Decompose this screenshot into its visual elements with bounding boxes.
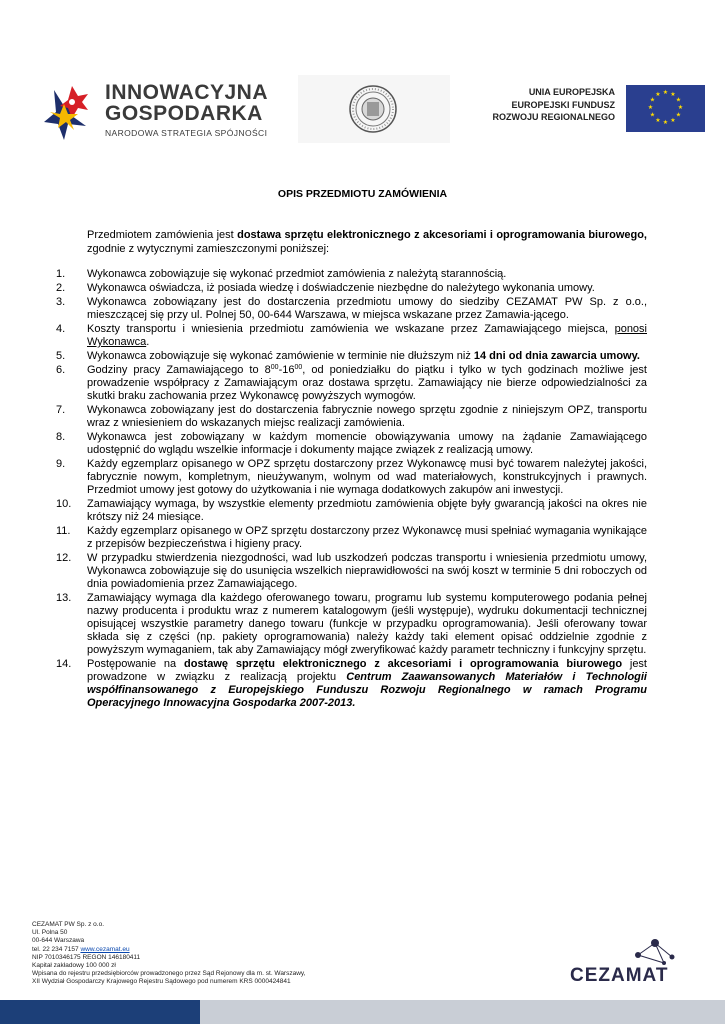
eu-line2: EUROPEJSKI FUNDUSZ bbox=[511, 99, 615, 110]
item-number: 12. bbox=[56, 552, 72, 564]
item-number: 14. bbox=[56, 658, 72, 670]
list-item bbox=[56, 592, 647, 657]
cezamat-logo bbox=[560, 935, 690, 993]
item-text-c: . bbox=[146, 336, 150, 348]
item-text-bold-italic: Centrum Zaawansowanych Materiałów i Technologii współfinansowanego z Europejskiego Funduszu Rozwoju Regionalnego w ramach Programu Operacyjnego Innowacyjna Gospodarka 2007-2013. bbox=[87, 671, 647, 709]
ig-line2: GOSPODARKA bbox=[105, 102, 263, 125]
list-item bbox=[56, 350, 647, 363]
item-number: 3. bbox=[56, 296, 66, 308]
svg-text:★: ★ bbox=[670, 117, 676, 124]
list-item bbox=[56, 364, 647, 403]
item-number: 5. bbox=[56, 350, 66, 362]
item-text: Każdy egzemplarz opisanego w OPZ sprzętu dostarczony przez Wykonawcę musi być towarem należytej jakości, fabrycznie nowym, kompletnym, nieużywanym, wolnym od wad materiałowych, konstrukcyjnych i prawnych. Przedmiot umowy jest gotowy do użytkowania i nie wymaga dodatkowych zakupów ani inwestycji. bbox=[87, 458, 647, 496]
item-number: 1. bbox=[56, 268, 66, 280]
svg-text:★: ★ bbox=[649, 111, 656, 119]
item-text: Wykonawca zobowiązany jest do dostarczenia fabrycznie nowego sprzętu zgodnie z niniejszym OPZ, transportu wraz z wniesieniem do wskazanych miejsc realizacji zamówienia. bbox=[87, 404, 647, 429]
item-text-bold: dostawę sprzętu elektronicznego z akcesoriami i oprogramowania biurowego bbox=[184, 658, 623, 670]
item-text: Każdy egzemplarz opisanego w OPZ sprzętu dostarczony przez Wykonawcę musi spełniać wymagania wynikające z przepisów bezpieczeństwa i higieny pracy. bbox=[87, 525, 647, 550]
item-text: Wykonawca jest zobowiązany w każdym momencie obowiązywania umowy na żądanie Zamawiającego udostępnić do wglądu wszelkie informacje i dokumenty mające związek z realizacją umowy. bbox=[87, 431, 647, 456]
list-item bbox=[56, 268, 647, 281]
svg-text:★: ★ bbox=[670, 91, 676, 98]
cezamat-wordmark: CEZAMAT bbox=[570, 965, 669, 986]
item-text-m: -16 bbox=[278, 364, 295, 376]
eu-flag bbox=[626, 85, 705, 132]
footer-line: CEZAMAT PW Sp. z o.o. bbox=[32, 921, 104, 928]
svg-text:★: ★ bbox=[675, 111, 682, 119]
svg-text:★: ★ bbox=[649, 96, 656, 104]
list-item bbox=[56, 552, 647, 591]
footer-line: 00-644 Warszawa bbox=[32, 937, 85, 945]
innowacyjna-gospodarka-logo bbox=[42, 82, 272, 144]
footer-line: Kapitał zakładowy 100 000 zł bbox=[32, 962, 116, 970]
item-text-a: Koszty transportu i wniesienia przedmiotu zamówienia we wskazane przez Zamawiającego miejsca, bbox=[87, 323, 615, 335]
item-text-a: Wykonawca zobowiązuje się wykonać zamówienie w terminie nie dłuższym niż bbox=[87, 350, 474, 362]
intro-a: Przedmiotem zamówienia jest bbox=[87, 229, 238, 241]
list-item bbox=[56, 498, 647, 524]
footer-line bbox=[32, 946, 362, 954]
item-number: 11. bbox=[56, 525, 71, 537]
document-title: OPIS PRZEDMIOTU ZAMÓWIENIA bbox=[277, 188, 448, 200]
item-number: 9. bbox=[56, 458, 66, 470]
footer-line: XII Wydział Gospodarczy Krajowego Rejestru Sądowego pod numerem KRS 0000424841 bbox=[32, 978, 291, 986]
svg-text:★: ★ bbox=[675, 96, 682, 104]
item-number: 10. bbox=[56, 498, 72, 510]
item-text-underlined: ponosi Wykonawca bbox=[87, 323, 647, 348]
intro-b: dostawa sprzętu elektronicznego z akcesoriami i oprogramowania biurowego, bbox=[237, 229, 647, 241]
svg-text:★: ★ bbox=[662, 119, 669, 126]
item-number: 8. bbox=[56, 431, 66, 443]
website-link[interactable]: www.cezamat.eu bbox=[80, 945, 130, 953]
item-text-c: , od poniedziałku do piątku i tylko w tych godzinach możliwe jest prowadzenie współpracy z Zamawiającym oraz dostawa sprzętu. Zamawiający nie bierze odpowiedzialności za skutki braku zachowania przez Wykonawcę powyższych wymogów. bbox=[87, 364, 647, 402]
footer-company-info bbox=[32, 921, 362, 987]
item-text: Zamawiający wymaga, by wszystkie elementy przedmiotu zamówienia objęte były gwarancją jakości na okres nie krótszy niż 24 miesiące. bbox=[87, 498, 647, 523]
svg-text:★: ★ bbox=[655, 117, 661, 124]
list-item bbox=[56, 458, 647, 497]
item-text: Wykonawca oświadcza, iż posiada wiedzę i doświadczenie niezbędne do należytego wykonania umowy. bbox=[87, 282, 595, 294]
footer-line: NIP 7010346175 REGON 146180411 bbox=[32, 953, 141, 961]
item-text: Wykonawca zobowiązany jest do dostarczenia przedmiotu umowy do siedziby CEZAMAT PW Sp. z o.o., mieszczącej się przy ul. Polnej 50, 00-644 Warszawa, w miejsca wskazane przez Zamawia-jącego. bbox=[87, 296, 647, 321]
item-text: Zamawiający wymaga dla każdego oferowanego towaru, programu lub systemu komputerowego podania pełnej nazwy producenta i produktu wraz z numerem katalogowym (jeśli występuje), wydruku dokumentacji technicznej opisującej wszystkie parametry danego towaru (funkcje w przypadku oprogramowania). Jeśli oferowany towar składa się z części (np. pakiety oprogramowania) należy każdy taki element opisać oddzielnie zgodnie z powyższym wymaganiem, tak aby Zamawiający mógł zweryfikować każdy parametr techniczny i funkcyjny sprzętu. bbox=[87, 592, 647, 656]
ig-line1: INNOWACYJNA bbox=[105, 81, 269, 104]
hour-superscript: 00 bbox=[270, 364, 279, 371]
item-text-a: Godziny pracy Zamawiającego to 8 bbox=[87, 364, 271, 376]
eu-line1: UNIA EUROPEJSKA bbox=[528, 87, 615, 97]
eu-line3: ROZWOJU REGIONALNEGO bbox=[492, 112, 615, 122]
item-number: 4. bbox=[56, 323, 66, 335]
seal-logo-box bbox=[298, 75, 450, 143]
footer-line: Ul. Polna 50 bbox=[32, 929, 68, 937]
item-text: W przypadku stwierdzenia niezgodności, wad lub uszkodzeń podczas transportu i wniesienia przedmiotu umowy, Wykonawca zobowiązuje się do usunięcia wszelkich nieprawidłowości na swój koszt w terminie 5 dni roboczych od dnia powiadomienia przez Zamawiającego. bbox=[87, 552, 647, 590]
list-item bbox=[56, 658, 647, 710]
eu-text bbox=[470, 86, 615, 124]
footer-phone: tel. 22 234 7157 bbox=[32, 945, 81, 953]
ig-star-icon bbox=[42, 82, 102, 144]
ig-line3: NARODOWA STRATEGIA SPÓJNOŚCI bbox=[105, 128, 268, 138]
svg-text:★: ★ bbox=[655, 91, 661, 98]
eu-stars-icon bbox=[626, 85, 705, 132]
item-text-c: jest prowadzone w związku z realizacją projektu bbox=[87, 658, 647, 683]
item-number: 13. bbox=[56, 592, 72, 604]
intro-c: zgodnie z wytycznymi zamieszczonymi poniższej: bbox=[87, 243, 330, 255]
svg-text:★: ★ bbox=[662, 89, 669, 96]
svg-text:★: ★ bbox=[677, 104, 684, 111]
item-text-a: Postępowanie na bbox=[87, 658, 184, 670]
item-text-bold: 14 dni od dnia zawarcia umowy. bbox=[473, 350, 640, 362]
item-text: Wykonawca zobowiązuje się wykonać przedmiot zamówienia z należytą starannością. bbox=[87, 268, 507, 280]
svg-text:★: ★ bbox=[647, 104, 654, 111]
requirements-list bbox=[56, 268, 647, 711]
university-seal-icon bbox=[348, 84, 398, 134]
list-item bbox=[56, 296, 647, 322]
list-item bbox=[56, 282, 647, 295]
intro-paragraph bbox=[87, 228, 647, 256]
item-number: 7. bbox=[56, 404, 66, 416]
item-number: 2. bbox=[56, 282, 66, 294]
list-item bbox=[56, 525, 647, 551]
list-item bbox=[56, 431, 647, 457]
footer-bar-grey bbox=[200, 1000, 725, 1024]
list-item bbox=[56, 323, 647, 349]
header-logos bbox=[0, 0, 725, 150]
footer-line: Wpisana do rejestru przedsiębiorców prowadzonego przez Sąd Rejonowy dla m. st. Warszawy, bbox=[32, 970, 306, 978]
footer-bar-blue bbox=[0, 1000, 200, 1024]
hour-superscript: 00 bbox=[294, 364, 303, 371]
item-number: 6. bbox=[56, 364, 66, 376]
list-item bbox=[56, 404, 647, 430]
